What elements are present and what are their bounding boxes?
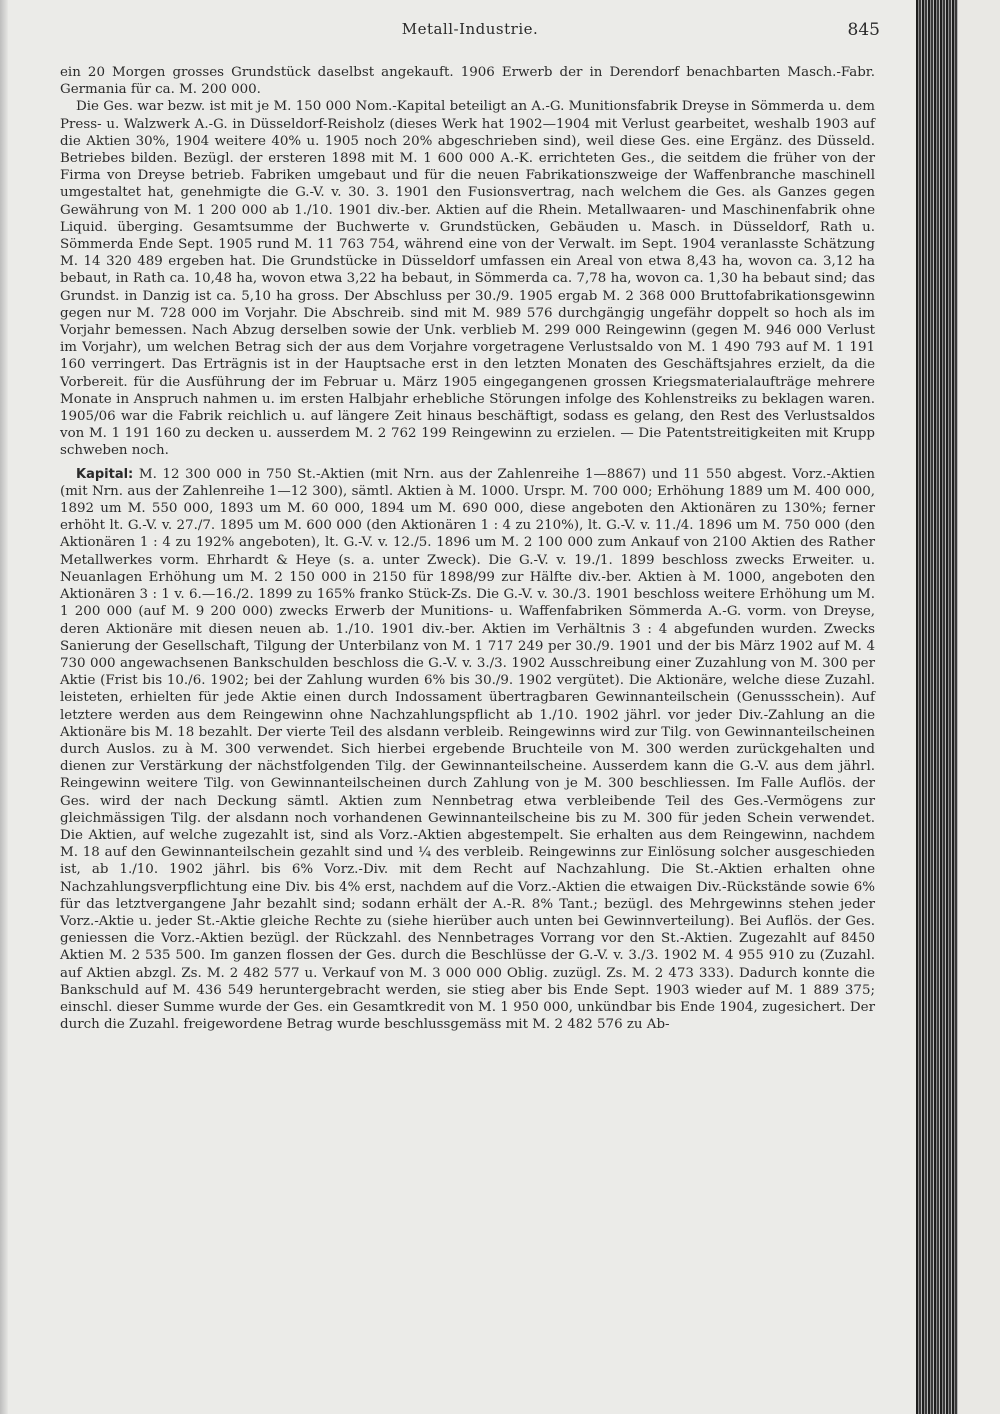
- page-left-edge: [0, 0, 8, 1414]
- document-body: [60, 64, 875, 1033]
- running-header: [60, 20, 880, 44]
- page-number: 845: [847, 20, 880, 40]
- kapital-label: Kapital:: [76, 466, 134, 482]
- paragraph-intro: ein 20 Morgen grosses Grundstück daselbst angekauft. 1906 Erwerb der in Derendorf benachbarten Masch.-Fabr. Germania für ca. M. 200 000.: [60, 65, 875, 98]
- kapital-text: M. 12 300 000 in 750 St.-Aktien (mit Nrn. aus der Zahlenreihe 1—8867) und 11 550 abgest. Vorz.-Aktien (mit Nrn. aus der Zahlenreihe 1—12 300), sämtl. Aktien à M. 1000. Urspr. M. 700 000; Erhöhung 1889 um M. 400 000, 1892 um M. 550 000, 1893 um M. 60 000, 1894 um M. 690 000, diese angeboten den Aktionären zu 130%; ferner erhöht lt. G.-V. v. 27./7. 1895 um M. 600 000 (den Aktionären 1 : 4 zu 210%), lt. G.-V. v. 11./4. 1896 um M. 750 000 (den Aktionären 1 : 4 zu 192% angeboten), lt. G.-V. v. 12./5. 1896 um M. 2 100 000 zum Ankauf von 2100 Aktien des Rather Metallwerkes vorm. Ehrhardt & Heye (s. a. unter Zweck). Die G.-V. v. 19./1. 1899 beschloss zwecks Erweiter. u. Neuanlagen Erhöhung um M. 2 150 000 in 2150 für 1898/99 zur Hälfte div.-ber. Aktien à M. 1000, angeboten den Aktionären 3 : 1 v. 6.—16./2. 1899 zu 165% franko Stück-Zs. Die G.-V. v. 30./3. 1901 beschloss weitere Erhöhung um M. 1 200 000 (auf M. 9 200 000) zwecks Erwerb der Munitions- u. Waffenfabriken Sömmerda A.-G. vorm. von Dreyse, deren Aktionäre mit diesen neuen ab. 1./10. 1901 div.-ber. Aktien im Verhältnis 3 : 4 abgefunden wurden. Zwecks Sanierung der Gesellschaft, Tilgung der Unterbilanz von M. 1 717 249 per 30./9. 1901 und der bis März 1902 auf M. 4 730 000 angewachsenen Bankschulden beschloss die G.-V. v. 3./3. 1902 Ausschreibung einer Zuzahlung von M. 300 per Aktie (Frist bis 10./6. 1902; bei der Zahlung wurden 6% bis 30./9. 1902 vergütet). Die Aktionäre, welche diese Zuzahl. leisteten, erhielten für jede Aktie einen durch Indossament übertragbaren Gewinnanteilschein (Genussschein). Auf letztere werden aus dem Reingewinn ohne Nachzahlungspflicht ab 1./10. 1902 jährl. vor jeder Div.-Zahlung an die Aktionäre bis M. 18 bezahlt. Der vierte Teil des alsdann verbleib. Reingewinns wird zur Tilg. von Gewinnanteilscheinen durch Auslos. zu à M. 300 verwendet. Sich hierbei ergebende Bruchteile von M. 300 werden zurückgehalten und dienen zur Verstärkung der nächstfolgenden Tilg. der Gewinnanteilscheine. Ausserdem kann die G.-V. aus dem jährl. Reingewinn weitere Tilg. von Gewinnanteilscheinen durch Zahlung von je M. 300 beschliessen. Im Falle Auflös. der Ges. wird der nach Deckung sämtl. Aktien zum Nennbetrag etwa verbleibende Teil des Ges.-Vermögens zur gleichmässigen Tilg. der alsdann noch vorhandenen Gewinnanteilscheine bis zu M. 300 für jeden Schein verwendet. Die Aktien, auf welche zugezahlt ist, sind als Vorz.-Aktien abgestempelt. Sie erhalten aus dem Reingewinn, nachdem M. 18 auf den Gewinnanteilschein gezahlt sind und ¼ des verbleib. Reingewinns zur Einlösung solcher ausgeschieden ist, ab 1./10. 1902 jährl. bis 6% Vorz.-Div. mit dem Recht auf Nachzahlung. Die St.-Aktien erhalten ohne Nachzahlungsverpflichtung eine Div. bis 4% erst, nachdem auf die Vorz.-Aktien die etwaigen Div.-Rückstände sowie 6% für das letztvergangene Jahr bezahlt sind; sodann erhält der A.-R. 8% Tant.; bezügl. des Mehrgewinns stehen jeder Vorz.-Aktie u. jeder St.-Aktie gleiche Rechte zu (siehe hierüber auch unten bei Gewinnverteilung). Bei Auflös. der Ges. geniessen die Vorz.-Aktien bezügl. der Rückzahl. des Nennbetrages Vorrang vor den St.-Aktien. Zugezahlt auf 8450 Aktien M. 2 535 500. Im ganzen flossen der Ges. durch die Beschlüsse der G.-V. v. 3./3. 1902 M. 4 955 910 zu (Zuzahl. auf Aktien abzgl. Zs. M. 2 482 577 u. Verkauf von M. 3 000 000 Oblig. zuzügl. Zs. M. 2 473 333). Dadurch konnte die Bankschuld auf M. 436 549 heruntergebracht werden, sie stieg aber bis Ende Sept. 1903 wieder auf M. 1 889 375; einschl. dieser Summe wurde der Ges. ein Gesamtkredit von M. 1 950 000, unkündbar bis Ende 1904, zugesichert. Der durch die Zuzahl. freigewordene Betrag wurde beschlussgemäss mit M. 2 482 576 zu Ab-: [60, 466, 875, 1033]
- paragraph-beteiligung: Die Ges. war bezw. ist mit je M. 150 000 Nom.-Kapital beteiligt an A.-G. Munitionsfabrik Dreyse in Sömmerda u. dem Press- u. Walzwerk A.-G. in Düsseldorf-Reisholz (dieses Werk hat 1902—1904 mit Verlust gearbeitet, weshalb 1903 auf die Aktien 30%, 1904 weitere 40% u. 1905 noch 20% abgeschrieben sind), weil diese Ges. eine Ergänz. des Düsseld. Betriebes bilden. Bezügl. der ersteren 1898 mit M. 1 600 000 A.-K. errichteten Ges., die seitdem die früher von der Firma von Dreyse betrieb. Fabriken umgebaut und für die neuen Fabrikationszweige der Waffenbranche maschinell umgestaltet hat, genehmigte die G.-V. v. 30. 3. 1901 den Fusionsvertrag, nach welchem die Ges. als Ganzes gegen Gewährung von M. 1 200 000 ab 1./10. 1901 div.-ber. Aktien auf die Rhein. Metallwaaren- und Maschinenfabrik ohne Liquid. überging. Gesamtsumme der Buchwerte v. Grundstücken, Gebäuden u. Masch. in Düsseldorf, Rath u. Sömmerda Ende Sept. 1905 rund M. 11 763 754, während eine von der Verwalt. im Sept. 1904 veranlasste Schätzung M. 14 320 489 ergeben hat. Die Grundstücke in Düsseldorf umfassen ein Areal von etwa 8,43 ha, wovon ca. 3,12 ha bebaut, in Rath ca. 10,48 ha, wovon etwa 3,22 ha bebaut, in Sömmerda ca. 7,78 ha, wovon ca. 1,30 ha bebaut sind; das Grundst. in Danzig ist ca. 5,10 ha gross. Der Abschluss per 30./9. 1905 ergab M. 2 368 000 Bruttofabrikationsgewinn gegen nur M. 728 000 im Vorjahr. Die Abschreib. sind mit M. 989 576 durchgängig ungefähr doppelt so hoch als im Vorjahr bemessen. Nach Abzug derselben sowie der Unk. verblieb M. 299 000 Reingewinn (gegen M. 946 000 Verlust im Vorjahr), um welchen Betrag sich der aus dem Vorjahre vorgetragene Verlustsaldo von M. 1 490 793 auf M. 1 191 160 verringert. Das Erträgnis ist in der Hauptsache erst in den letzten Monaten des Geschäftsjahres erzielt, da die Vorbereit. für die Ausführung der im Februar u. März 1905 eingegangenen grossen Kriegsmaterialaufträge mehrere Monate in Anspruch nahmen u. im ersten Halbjahr erhebliche Störungen infolge des Kohlenstreiks zu beklagen waren. 1905/06 war die Fabrik reichlich u. auf längere Zeit hinaus beschäftigt, sodass es gelang, den Rest des Verlustsaldos von M. 1 191 160 zu decken u. ausserdem M. 2 762 199 Reingewinn zu erzielen. — Die Patentstreitigkeiten mit Krupp schweben noch.: [60, 99, 875, 459]
- paragraph-kapital: [60, 466, 875, 1034]
- book-binding-edge: [916, 0, 958, 1414]
- header-title: Metall-Industrie.: [401, 20, 539, 38]
